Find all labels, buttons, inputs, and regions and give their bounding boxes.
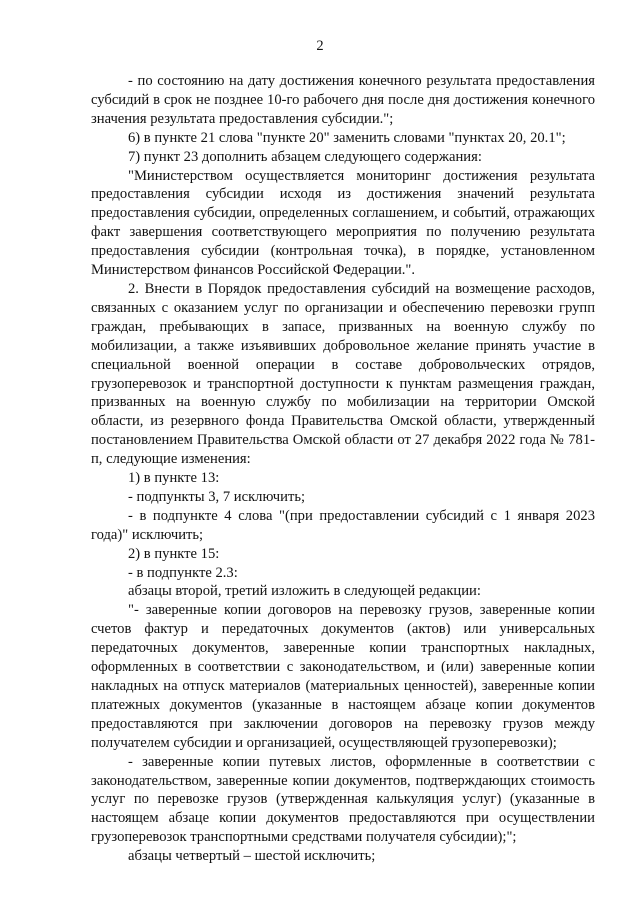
paragraph-exclude-4-6: абзацы четвертый – шестой исключить;	[128, 848, 376, 865]
paragraph-point-15: 2) в пункте 15:	[128, 545, 220, 562]
paragraph-item-6: 6) в пункте 21 слова "пункте 20" заменить словами "пунктах 20, 20.1";	[128, 129, 566, 146]
paragraph-item-1-continuation: - по состоянию на дату достижения конечного результата предоставления субсидий в срок не позднее 10-го рабочего дня после дня достижения конечного значения результата предоставления субсидии.";	[91, 73, 595, 127]
paragraph-subpoints-3-7: - подпункты 3, 7 исключить;	[128, 488, 306, 505]
paragraph-monitoring-quote: "Министерством осуществляется мониторинг достижения результата предоставления субсидии исходя из достижения значений результата предоставления субсидии, определенных соглашением, и событий, отражающих факт завершения соответствующего мероприятия по получению результата предоставления субсидии (контрольная точка), в порядке, установленном Министерством финансов Российской Федерации.".	[91, 167, 595, 279]
paragraph-item-7: 7) пункт 23 дополнить абзацем следующего содержания:	[128, 148, 482, 165]
paragraph-section-2: 2. Внести в Порядок предоставления субсидий на возмещение расходов, связанных с оказанием услуг по организации и обеспечению перевозки групп граждан, пребывающих в запасе, призванных на военную службу по мобилизации, а также изъявивших добровольное желание принять участие в специальной военной операции в составе добровольческих отрядов, грузоперевозок и транспортной доступности к пунктам размещения граждан, призванных на военную службу по мобилизации на территории Омской области, из резервного фонда Правительства Омской области, утвержденный постановлением Правительства Омской области от 27 декабря 2022 года № 781-п, следующие изменения:	[91, 280, 595, 468]
page-number: 2	[316, 38, 324, 54]
paragraph-waybills: - заверенные копии путевых листов, оформленные в соответствии с законодательством, заверенные копии документов, подтверждающих стоимость услуг по перевозке грузов (утвержденная калькуляция услуг) (указанные в настоящем абзаце копии документов предоставляются при осуществлении грузоперевозок транспортными средствами получателя субсидии);";	[91, 753, 595, 846]
paragraph-cargo-contracts: "- заверенные копии договоров на перевозку грузов, заверенные копии счетов фактур и передаточных документов (актов) или универсальных передаточных документов, заверенные копии транспортных накладных, оформленных в соответствии с законодательством, и (или) заверенные копии накладных на отпуск материалов (материальных ценностей), заверенные копии платежных документов (указанные в настоящем абзаце копии документов предоставляются при заключении договоров на перевозку грузов между получателем субсидии и организацией, осуществляющей грузоперевозки);	[91, 602, 595, 751]
paragraph-subpoint-4: - в подпункте 4 слова "(при предоставлении субсидий с 1 января 2023 года)" исключить;	[91, 507, 595, 543]
paragraph-subpoint-2-3: - в подпункте 2.3:	[128, 564, 238, 581]
paragraph-new-wording: абзацы второй, третий изложить в следующей редакции:	[128, 583, 481, 600]
document-body	[91, 72, 595, 866]
paragraph-point-13: 1) в пункте 13:	[128, 470, 220, 487]
